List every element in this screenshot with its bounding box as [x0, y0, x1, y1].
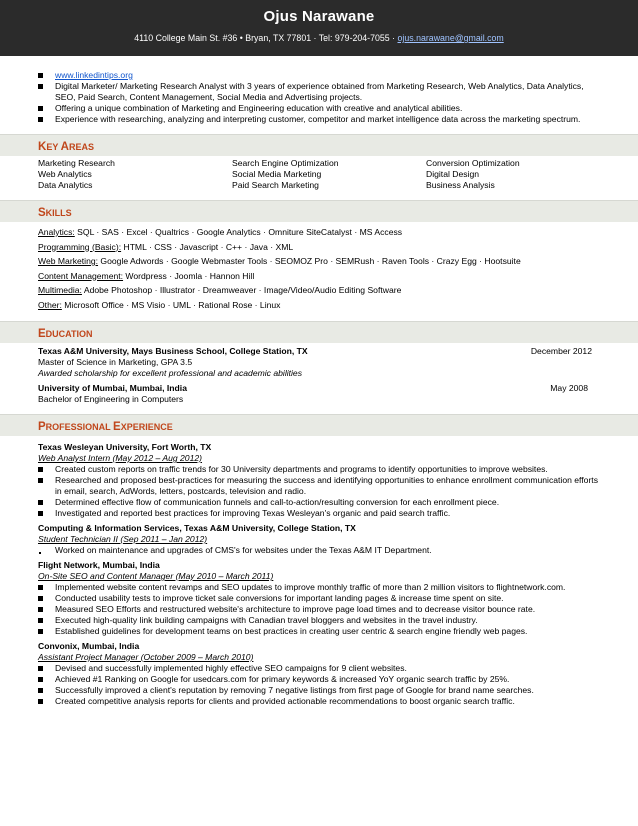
job-entry [38, 442, 600, 519]
school-name: Texas A&M University, Mays Business School, College Station, TX [38, 346, 308, 356]
education-entry [38, 346, 600, 379]
key-areas-column [38, 158, 232, 191]
job-bullet: Executed high-quality link building campaigns with Canadian travel bloggers and websites in the travel industry. [38, 615, 600, 626]
skill-values: Wordpress · Joomla · Hannon Hill [123, 270, 255, 281]
company-name: Texas Wesleyan University, Fort Worth, TX [38, 442, 212, 452]
job-bullet: Achieved #1 Ranking on Google for usedcars.com for primary keywords & increased YoY organic search traffic by 25%. [38, 674, 600, 685]
skill-row [38, 254, 600, 269]
degree: Bachelor of Engineering in Computers [38, 394, 184, 404]
education-entry [38, 383, 600, 405]
job-role: Assistant Project Manager (October 2009 – March 2010) [38, 652, 254, 662]
contact-line [0, 31, 638, 45]
skill-values: Adobe Photoshop · Illustrator · Dreamweaver · Image/Video/Audio Editing Software [81, 285, 402, 295]
job-bullet: Implemented website content revamps and SEO updates to improve monthly traffic of more than 2 million visitors to flightnetwork.com. [38, 582, 600, 593]
key-area-item: Data Analytics [38, 180, 93, 190]
job-entry [38, 523, 600, 556]
key-area-item: Paid Search Marketing [232, 180, 319, 190]
job-bullet: Created competitive analysis reports for clients and provided actionable recommendations to boost organic search traffic. [38, 696, 600, 707]
key-area-item: Search Engine Optimization [232, 158, 339, 168]
job-entry [38, 560, 600, 637]
company-name: Flight Network, Mumbai, India [38, 560, 160, 570]
section-heading-education: EDUCATION [0, 321, 638, 343]
skill-category: Multimedia: [38, 285, 82, 295]
graduation-date: December 2012 [530, 346, 592, 356]
job-bullet: Successfully improved a client's reputation by removing 7 negative listings from first page of Google for brand name searches. [38, 685, 600, 696]
company-name: Computing & Information Services, Texas A&M University, College Station, TX [38, 523, 356, 533]
key-areas-column [232, 158, 426, 191]
candidate-name: Ojus Narawane [263, 8, 375, 25]
skill-row [38, 283, 600, 298]
job-bullet: Researched and proposed best-practices for measuring the success and identifying opportunities to enhance enrollment communication efforts in email, search, AdWords, letters, postcards, television and radio. [38, 475, 600, 497]
skill-category: Web Marketing: [38, 256, 99, 266]
award: Awarded scholarship for excellent professional and academic abilities [38, 368, 303, 378]
email-link[interactable]: ojus.narawane@gmail.com [397, 33, 504, 43]
skill-values: Microsoft Office · MS Visio · UML · Rational Rose · Linux [61, 299, 281, 310]
job-bullet: Conducted usability tests to improve ticket sale conversions for important landing pages & increase time spent on site. [38, 593, 600, 604]
graduation-date: May 2008 [550, 383, 588, 393]
job-bullet: Created custom reports on traffic trends for 30 University departments and programs to identify opportunities to improve websites. [38, 464, 600, 475]
degree: Master of Science in Marketing, GPA 3.5 [38, 357, 193, 367]
job-bullet: Investigated and reported best practices for improving Texas Wesleyan's organic and paid search traffic. [38, 508, 600, 519]
job-bullet: Measured SEO Efforts and restructured website's architecture to improve page load times and to decrease visitor bounce rate. [38, 604, 600, 615]
job-bullet: Established guidelines for development teams on best practices in creating user centric & search engine friendly web pages. [38, 626, 600, 637]
skill-values: HTML · CSS · Javascript · C++ · Java · XML [121, 241, 294, 252]
school-name: University of Mumbai, Mumbai, India [38, 383, 187, 393]
resume-header [0, 0, 638, 56]
skill-row [38, 298, 600, 313]
key-area-item: Conversion Optimization [426, 158, 520, 168]
job-role: Web Analyst Intern (May 2012 – Aug 2012) [38, 453, 203, 463]
skill-category: Other: [38, 299, 62, 310]
summary-list [0, 70, 638, 125]
job-bullet: Devised and successfully implemented highly effective SEO campaigns for 9 client websites. [38, 663, 600, 674]
skills-list [0, 222, 638, 312]
section-heading-skills: SKILLS [0, 200, 638, 222]
skill-row [38, 269, 600, 284]
job-role: Student Technician II (Sep 2011 – Jan 2012) [38, 534, 208, 544]
section-heading-experience: PROFESSIONAL EXPERIENCE [0, 414, 638, 436]
skill-values: SQL · SAS · Excel · Qualtrics · Google Analytics · Omniture SiteCatalyst · MS Access [74, 227, 403, 237]
skill-category: Programming (Basic): [38, 241, 122, 252]
skill-category: Analytics: [38, 227, 75, 237]
company-name: Convonix, Mumbai, India [38, 641, 140, 651]
summary-item: Offering a unique combination of Marketing and Engineering education with creative and analytical abilities. [38, 103, 600, 114]
key-area-item: Marketing Research [38, 158, 115, 168]
job-role: On-Site SEO and Content Manager (May 2010 – March 2011) [38, 571, 274, 581]
experience-list [0, 436, 638, 707]
summary-item: Experience with researching, analyzing and interpreting customer, competitor and market intelligence data across the marketing spectrum. [38, 114, 600, 125]
summary-item [38, 70, 600, 81]
skill-category: Content Management: [38, 270, 124, 281]
key-area-item: Web Analytics [38, 169, 92, 179]
key-areas-column [426, 158, 606, 191]
key-area-item: Business Analysis [426, 180, 495, 190]
section-heading-key-areas: KEY AREAS [0, 134, 638, 156]
job-bullet: Determined effective flow of communication funnels and call-to-action/resulting conversion for each enrollment piece. [38, 497, 600, 508]
contact-details: 4110 College Main St. #36 • Bryan, TX 77801 · Tel: 979-204-7055 · [134, 33, 398, 43]
job-bullet: Worked on maintenance and upgrades of CMS's for websites under the Texas A&M IT Department. [38, 545, 600, 556]
key-areas-grid [0, 156, 638, 191]
summary-item: Digital Marketer/ Marketing Research Analyst with 3 years of experience obtained from Marketing Research, Web Analytics, Data Analytics, SEO, Paid Search, Content Management, Social Media and Advertising projects. [38, 81, 600, 103]
skill-row [38, 225, 600, 240]
skill-values: Google Adwords · Google Webmaster Tools · SEOMOZ Pro · SEMRush · Raven Tools · Crazy Egg · Hootsuite [98, 256, 521, 266]
skill-row [38, 240, 600, 255]
key-area-item: Digital Design [426, 169, 480, 179]
key-area-item: Social Media Marketing [232, 169, 322, 179]
job-entry [38, 641, 600, 707]
website-link[interactable]: www.linkedintips.org [55, 70, 133, 80]
education-list [0, 343, 638, 405]
